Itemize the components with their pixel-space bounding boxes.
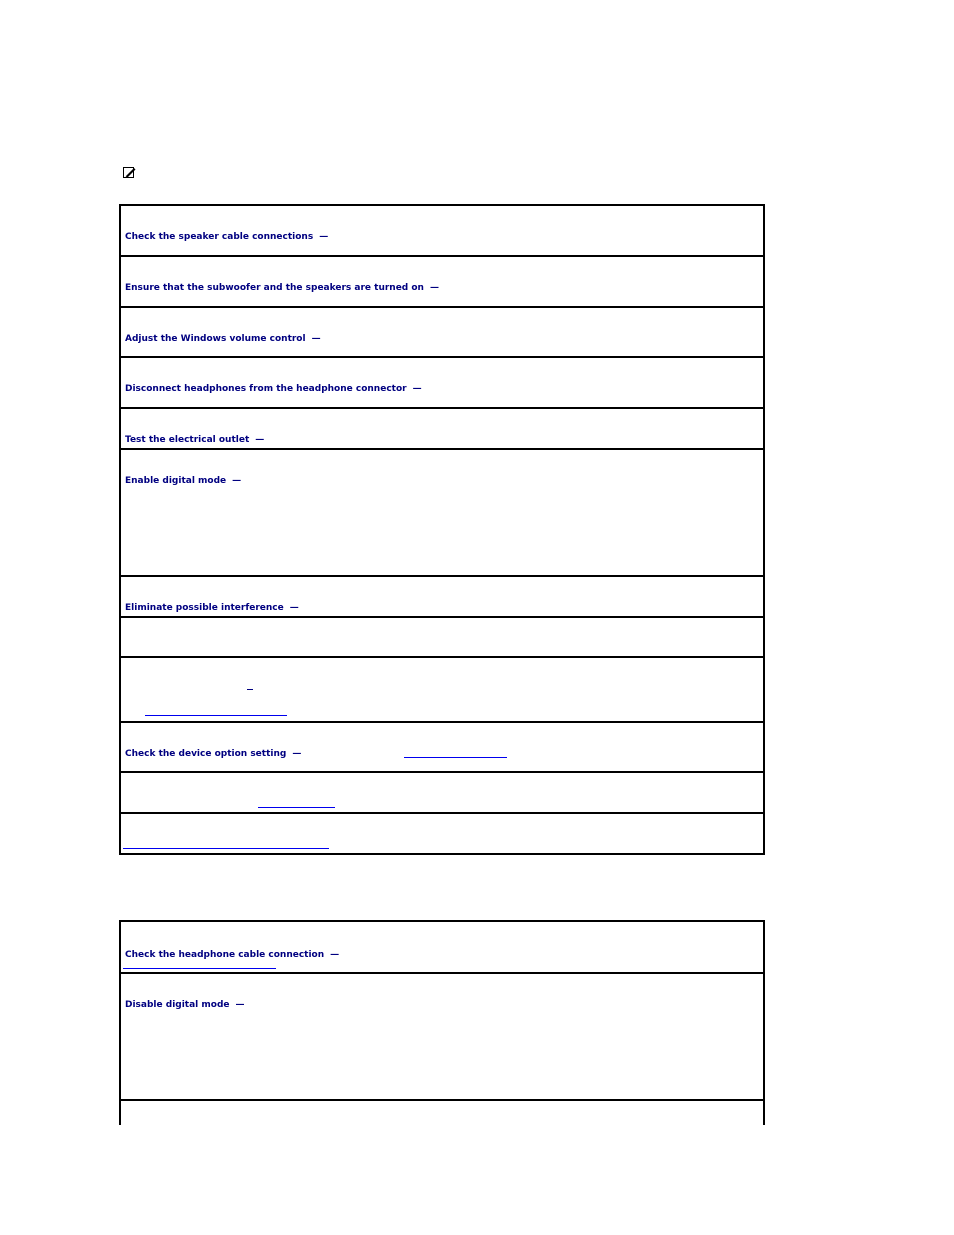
hyperlink[interactable] <box>123 968 276 969</box>
row-heading: Check the device option setting — <box>125 749 302 759</box>
headphone-troubleshooting-table <box>119 920 765 1125</box>
table-row <box>121 206 763 257</box>
hyperlink[interactable] <box>145 715 287 716</box>
table-row <box>121 1101 763 1125</box>
table-row <box>121 409 763 450</box>
row-heading <box>125 644 131 654</box>
table-row <box>121 922 763 974</box>
row-heading: Disable digital mode — <box>125 1000 245 1010</box>
table-row <box>121 773 763 814</box>
table-row <box>121 358 763 409</box>
hyperlink[interactable] <box>404 757 507 758</box>
row-heading: Check the speaker cable connections — <box>125 232 329 242</box>
table-row <box>121 658 763 723</box>
table-row <box>121 618 763 658</box>
table-row <box>121 974 763 1101</box>
row-heading: Adjust the Windows volume control — <box>125 334 321 344</box>
row-heading: Check the headphone cable connection — <box>125 950 340 960</box>
table-row <box>121 577 763 618</box>
table-row <box>121 450 763 577</box>
table-row <box>121 257 763 308</box>
table-row <box>121 723 763 773</box>
row-heading: Ensure that the subwoofer and the speakers are turned on — <box>125 283 439 293</box>
table-row <box>121 308 763 358</box>
hyperlink[interactable] <box>258 807 335 808</box>
table-row <box>121 814 763 855</box>
row-heading: Disconnect headphones from the headphone connector — <box>125 384 422 394</box>
row-heading: Test the electrical outlet — <box>125 435 265 445</box>
hyperlink[interactable] <box>123 848 329 849</box>
row-heading: Enable digital mode — <box>125 476 242 486</box>
speaker-troubleshooting-table <box>119 204 765 855</box>
row-heading: Eliminate possible interference — <box>125 603 299 613</box>
note-pencil-icon <box>123 166 136 179</box>
em-dash-mark <box>247 689 253 690</box>
